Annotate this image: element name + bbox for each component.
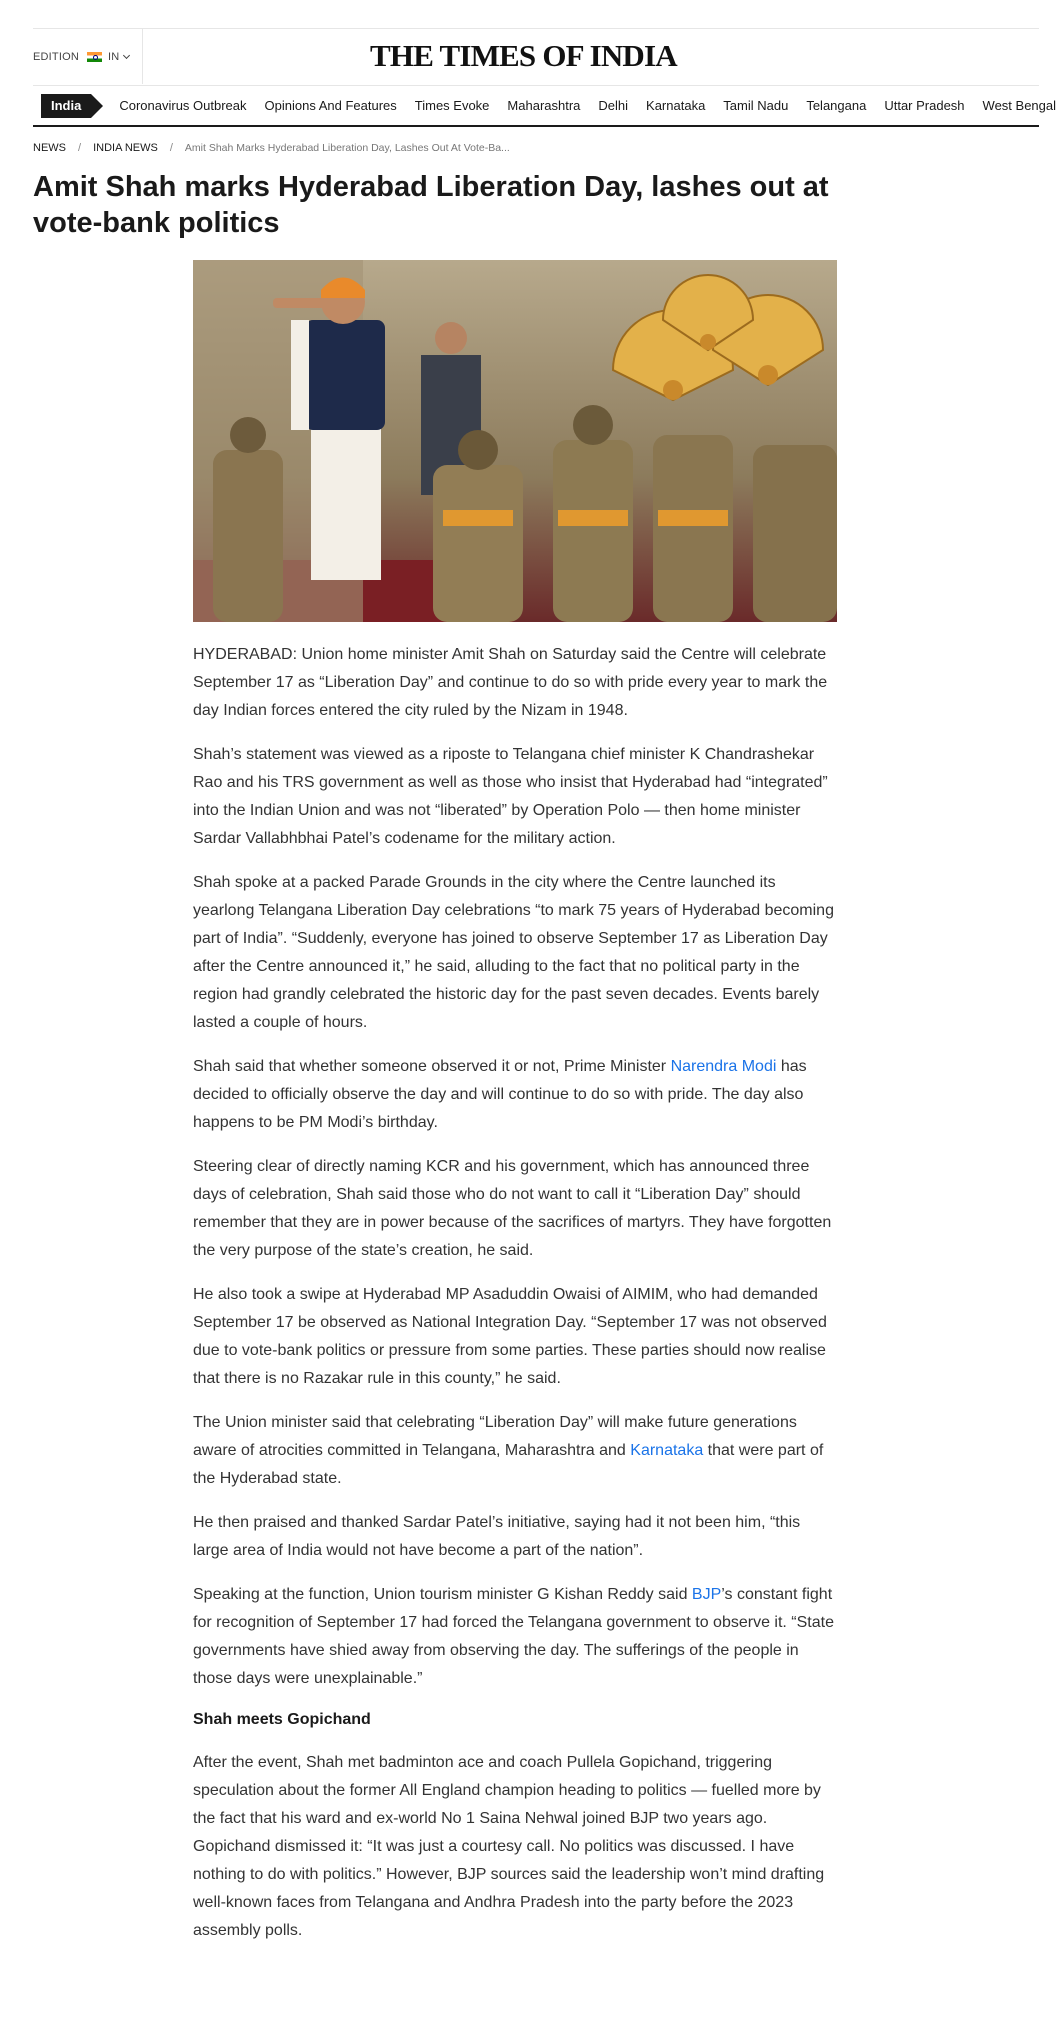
breadcrumb-separator: / [169, 142, 173, 154]
article-paragraph [193, 1053, 837, 1137]
edition-selector[interactable] [33, 29, 143, 84]
nav-item-delhi[interactable]: Delhi [598, 98, 629, 113]
site-header [33, 29, 1039, 84]
link-narendra-modi[interactable]: Narendra Modi [670, 1058, 777, 1075]
paragraph-text: that were part of the Hyderabad state. [193, 1442, 824, 1487]
nav-item-uttar-pradesh[interactable]: Uttar Pradesh [884, 98, 965, 113]
paragraph-text: The Union minister said that celebrating “Liberation Day” will make future generations aware of atrocities committed in Telangana, Maharashtra and [193, 1414, 797, 1459]
article-body [193, 641, 837, 1961]
nav-item-maharashtra[interactable]: Maharashtra [507, 98, 581, 113]
edition-label: EDITION [33, 50, 80, 63]
article-title: Amit Shah marks Hyderabad Liberation Day, lashes out at vote-bank politics [33, 171, 829, 239]
nav-item-opinions[interactable]: Opinions And Features [264, 98, 397, 113]
article-paragraph: He then praised and thanked Sardar Patel’s initiative, saying had it not been him, “this large area of India would not have become a part of the nation”. [193, 1514, 801, 1559]
article-paragraph: Steering clear of directly naming KCR and his government, which has announced three days of celebration, Shah said those who do not want to call it “Liberation Day” should remember that they are in power because of the sacrifices of martyrs. They have forgotten the very purpose of the state’s creation, he said. [193, 1158, 832, 1259]
nav-item-west-bengal[interactable]: West Bengal [982, 98, 1056, 113]
nav-item-karnataka[interactable]: Karnataka [646, 98, 706, 113]
paragraph-text: Speaking at the function, Union tourism minister G Kishan Reddy said [193, 1586, 692, 1603]
link-bjp[interactable]: BJP [691, 1586, 722, 1603]
article-paragraph [193, 1581, 837, 1693]
breadcrumb-current: Amit Shah Marks Hyderabad Liberation Day, Lashes Out At Vote-Ba... [184, 142, 510, 154]
nav-item-times-evoke[interactable]: Times Evoke [414, 98, 490, 113]
article-paragraph: Shah spoke at a packed Parade Grounds in the city where the Centre launched its yearlong Telangana Liberation Day celebrations “to mark 75 years of Hyderabad becoming part of India”. “Suddenly, everyone has joined to observe September 17 as Liberation Day after the Centre announced it,” he said, alluding to the fact that no political party in the region had grandly celebrated the historic day for the past seven decades. Events barely lasted a couple of hours. [193, 874, 834, 1031]
nav-home-india[interactable]: India [41, 94, 91, 118]
link-karnataka[interactable]: Karnataka [630, 1442, 704, 1459]
breadcrumb-india-news[interactable]: INDIA NEWS [93, 142, 158, 154]
paragraph-text: has decided to officially observe the day and will continue to do so with pride. The day also happens to be PM Modi’s birthday. [193, 1058, 807, 1131]
article-paragraph: He also took a swipe at Hyderabad MP Asaduddin Owaisi of AIMIM, who had demanded September 17 be observed as National Integration Day. “September 17 was not observed due to vote-bank politics or pressure from some parties. These parties should now realise that there is no Razakar rule in this county,” he said. [193, 1286, 827, 1387]
india-flag-icon [87, 52, 102, 62]
article-paragraph [193, 1409, 837, 1493]
article-paragraph: Shah’s statement was viewed as a riposte to Telangana chief minister K Chandrashekar Rao and his TRS government as well as those who insist that Hyderabad had “integrated” into the Indian Union and was not “liberated” by Operation Polo — then home minister Sardar Vallabhbhai Patel’s codename for the military action. [193, 746, 828, 847]
edition-value: IN [108, 50, 120, 63]
nav-item-coronavirus[interactable]: Coronavirus Outbreak [119, 98, 247, 113]
article-paragraph: After the event, Shah met badminton ace and coach Pullela Gopichand, triggering speculation about the former All England champion heading to politics — fuelled more by the fact that his ward and ex-world No 1 Saina Nehwal joined BJP two years ago. Gopichand dismissed it: “It was just a courtesy call. No politics was discussed. I have nothing to do with politics.” However, BJP sources said the leadership won’t mind drafting well-known faces from Telangana and Andhra Pradesh into the party before the 2023 assembly polls. [193, 1754, 825, 1939]
breadcrumb-separator: / [78, 142, 82, 154]
article-paragraph: HYDERABAD: Union home minister Amit Shah on Saturday said the Centre will celebrate September 17 as “Liberation Day” and continue to do so with pride every year to mark the day Indian forces entered the city ruled by the Nizam in 1948. [193, 646, 828, 719]
paragraph-text: ’s constant fight for recognition of September 17 had forced the Telangana government to observe it. “State governments have shied away from observing the day. The sufferings of the people in those days were unexplainable.” [193, 1586, 834, 1687]
site-logo[interactable]: THE TIMES OF INDIA [370, 38, 677, 73]
article-hero-image [193, 260, 837, 622]
breadcrumb [33, 142, 510, 154]
paragraph-text: Shah said that whether someone observed it or not, Prime Minister [193, 1058, 671, 1075]
breadcrumb-news[interactable]: NEWS [33, 142, 66, 154]
nav-item-tamil-nadu[interactable]: Tamil Nadu [723, 98, 789, 113]
article-subheading: Shah meets Gopichand [193, 1711, 371, 1728]
chevron-down-icon [123, 51, 130, 58]
nav-item-telangana[interactable]: Telangana [806, 98, 867, 113]
section-nav [33, 85, 1056, 127]
